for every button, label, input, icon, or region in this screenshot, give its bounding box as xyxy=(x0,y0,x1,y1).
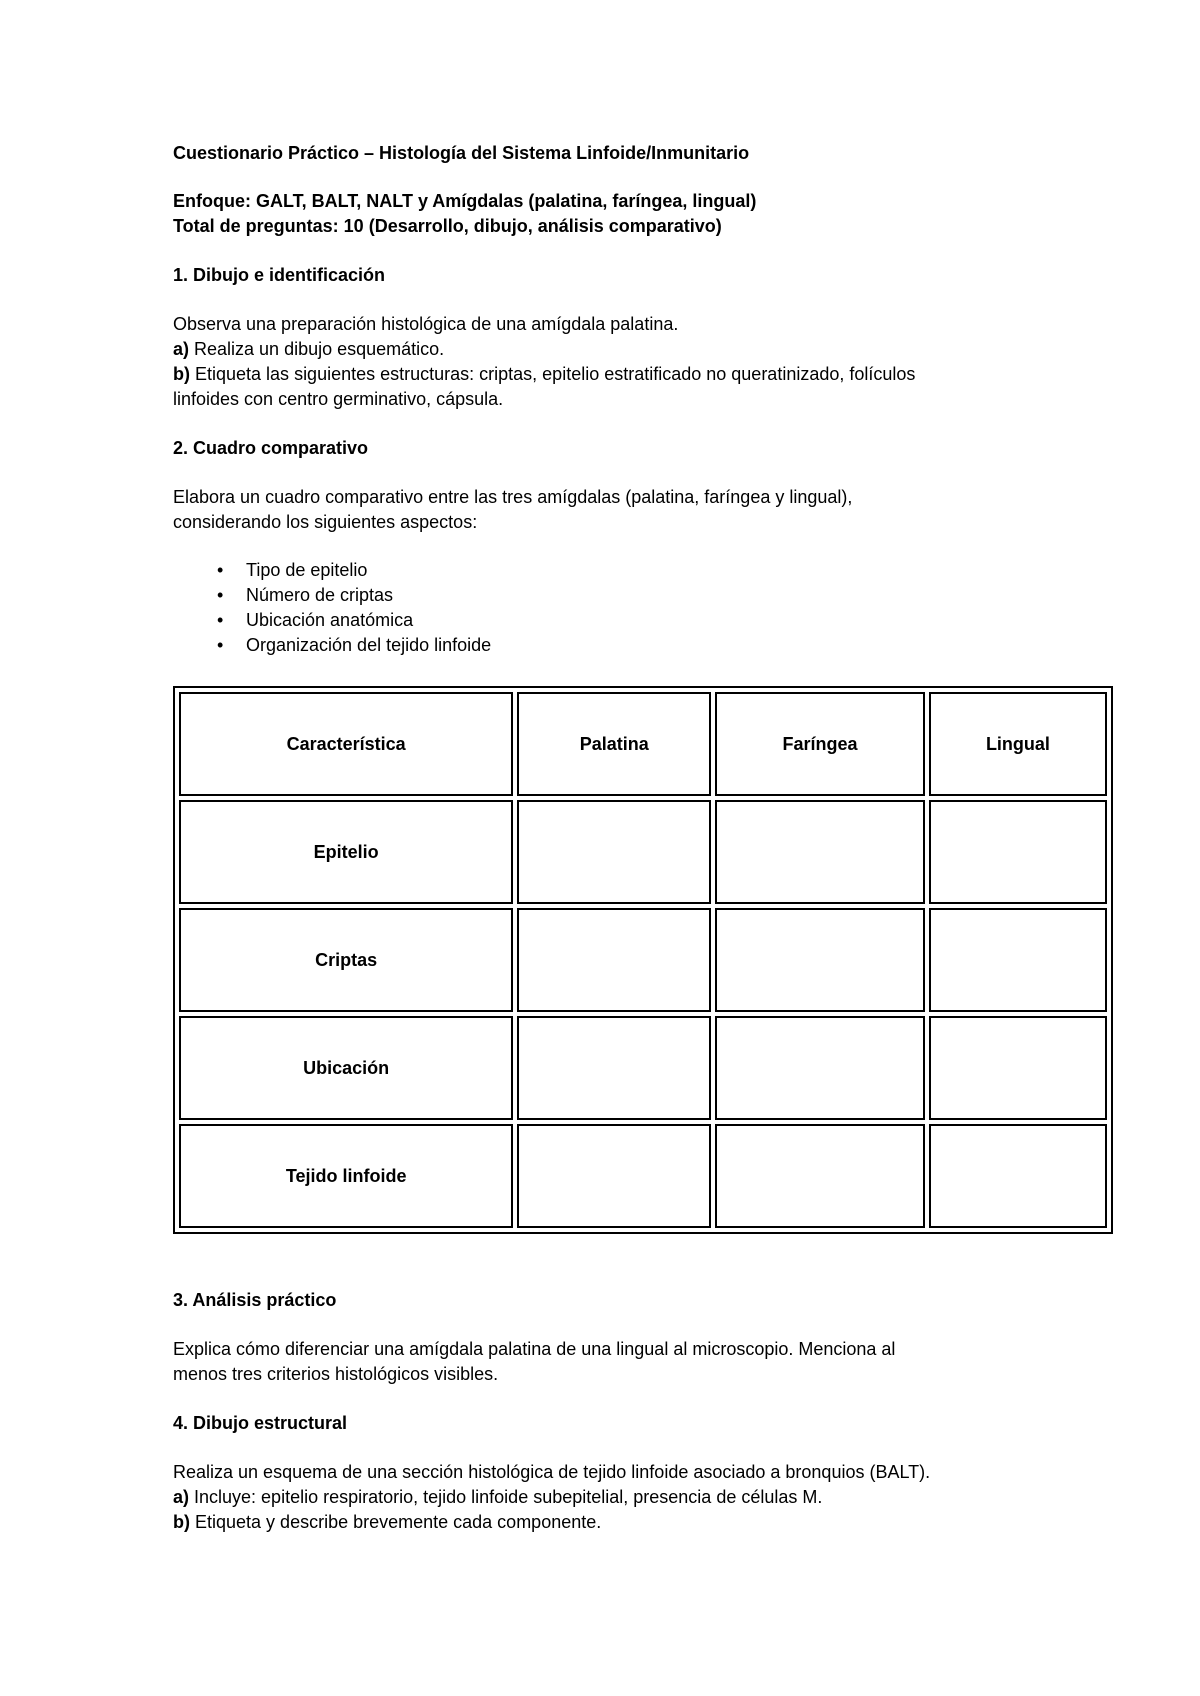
question-4-item-a xyxy=(173,1485,1113,1510)
item-text: Etiqueta y describe brevemente cada componente. xyxy=(190,1512,602,1532)
question-4-heading: 4. Dibujo estructural xyxy=(173,1413,348,1433)
document-title: Cuestionario Práctico – Histología del Sistema Linfoide/Inmunitario xyxy=(173,143,750,163)
table-row xyxy=(179,1124,1107,1228)
item-text: Realiza un dibujo esquemático. xyxy=(189,339,445,359)
table-row xyxy=(179,908,1107,1012)
empty-answer-cell[interactable] xyxy=(517,1016,711,1120)
header-cell-caracteristica: Característica xyxy=(179,692,513,796)
question-3-text-line-1: Explica cómo diferenciar una amígdala palatina de una lingual al microscopio. Menciona al xyxy=(173,1339,896,1359)
question-4-intro: Realiza un esquema de una sección histológica de tejido linfoide asociado a bronquios (BALT). xyxy=(173,1462,931,1482)
table-row xyxy=(179,1016,1107,1120)
row-label-cell: Criptas xyxy=(179,908,513,1012)
empty-answer-cell[interactable] xyxy=(517,800,711,904)
aspects-list xyxy=(173,558,1113,658)
empty-answer-cell[interactable] xyxy=(715,800,925,904)
item-text: Etiqueta las siguientes estructuras: criptas, epitelio estratificado no queratinizado, folículos xyxy=(190,364,916,384)
empty-answer-cell[interactable] xyxy=(715,1124,925,1228)
empty-answer-cell[interactable] xyxy=(517,1124,711,1228)
list-item: • Ubicación anatómica xyxy=(173,608,1113,633)
question-1-item-b xyxy=(173,362,1113,387)
header-cell-faringea: Faríngea xyxy=(715,692,925,796)
question-1-item-a xyxy=(173,337,1113,362)
header-cell-lingual: Lingual xyxy=(929,692,1107,796)
empty-answer-cell[interactable] xyxy=(929,1124,1107,1228)
comparison-table xyxy=(173,686,1113,1234)
empty-answer-cell[interactable] xyxy=(929,1016,1107,1120)
question-1-intro: Observa una preparación histológica de una amígdala palatina. xyxy=(173,314,679,334)
question-1-item-b-continued: linfoides con centro germinativo, cápsula. xyxy=(173,389,504,409)
item-label: a) xyxy=(173,339,190,359)
row-label-cell: Ubicación xyxy=(179,1016,513,1120)
question-3-text-line-2: menos tres criterios histológicos visibles. xyxy=(173,1364,499,1384)
focus-line: Enfoque: GALT, BALT, NALT y Amígdalas (palatina, faríngea, lingual) xyxy=(173,191,757,211)
list-item: • Tipo de epitelio xyxy=(173,558,1113,583)
question-1-heading: 1. Dibujo e identificación xyxy=(173,265,386,285)
empty-answer-cell[interactable] xyxy=(929,800,1107,904)
empty-answer-cell[interactable] xyxy=(517,908,711,1012)
item-label: b) xyxy=(173,1512,190,1532)
list-item: • Organización del tejido linfoide xyxy=(173,633,1113,658)
document-page xyxy=(173,141,1113,1535)
list-item: • Número de criptas xyxy=(173,583,1113,608)
question-3-heading: 3. Análisis práctico xyxy=(173,1290,337,1310)
empty-answer-cell[interactable] xyxy=(929,908,1107,1012)
item-text: Incluye: epitelio respiratorio, tejido linfoide subepitelial, presencia de células M. xyxy=(189,1487,823,1507)
question-2-intro-line-1: Elabora un cuadro comparativo entre las tres amígdalas (palatina, faríngea y lingual), xyxy=(173,487,853,507)
empty-answer-cell[interactable] xyxy=(715,908,925,1012)
question-2-intro-line-2: considerando los siguientes aspectos: xyxy=(173,512,478,532)
item-label: b) xyxy=(173,364,190,384)
row-label-cell: Tejido linfoide xyxy=(179,1124,513,1228)
row-label-cell: Epitelio xyxy=(179,800,513,904)
table-row xyxy=(179,800,1107,904)
total-questions-line: Total de preguntas: 10 (Desarrollo, dibujo, análisis comparativo) xyxy=(173,216,722,236)
question-4-item-b xyxy=(173,1510,1113,1535)
empty-answer-cell[interactable] xyxy=(715,1016,925,1120)
header-cell-palatina: Palatina xyxy=(517,692,711,796)
table-header-row xyxy=(179,692,1107,796)
question-2-heading: 2. Cuadro comparativo xyxy=(173,438,369,458)
item-label: a) xyxy=(173,1487,190,1507)
